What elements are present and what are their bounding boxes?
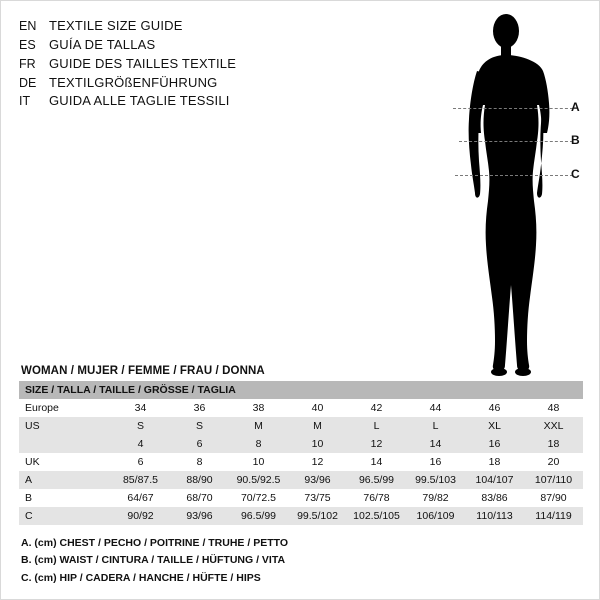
- cell: 99.5/102: [288, 507, 347, 525]
- language-code: DE: [19, 75, 37, 90]
- cell: 4: [111, 435, 170, 453]
- cell: 110/113: [465, 507, 524, 525]
- measure-label-a: A: [571, 100, 580, 114]
- legend-line-hip: C. (cm) HIP / CADERA / HANCHE / HÜFTE / HIPS: [21, 571, 261, 584]
- table-header-row: [19, 381, 583, 399]
- language-row: [19, 74, 349, 93]
- cell: 73/75: [288, 489, 347, 507]
- row-label: UK: [19, 453, 111, 471]
- cell: 96.5/99: [229, 507, 288, 525]
- row-label: C: [19, 507, 111, 525]
- table-row: [19, 507, 583, 525]
- cell: 70/72.5: [229, 489, 288, 507]
- cell: L: [406, 417, 465, 435]
- cell: 8: [170, 453, 229, 471]
- row-label: US: [19, 417, 111, 435]
- measure-line-chest: [453, 108, 573, 109]
- cell: XXL: [524, 417, 583, 435]
- language-title: GUÍA DE TALLAS: [49, 36, 156, 52]
- cell: 68/70: [170, 489, 229, 507]
- size-table: [19, 381, 583, 525]
- cell: 88/90: [170, 471, 229, 489]
- table-row: [19, 417, 583, 435]
- cell: 96.5/99: [347, 471, 406, 489]
- row-label: Europe: [19, 399, 111, 417]
- cell: 114/119: [524, 507, 583, 525]
- cell: 6: [170, 435, 229, 453]
- cell: 12: [288, 453, 347, 471]
- cell: 90.5/92.5: [229, 471, 288, 489]
- cell: 107/110: [524, 471, 583, 489]
- row-label: B: [19, 489, 111, 507]
- cell: 106/109: [406, 507, 465, 525]
- cell: 6: [111, 453, 170, 471]
- table-row: [19, 435, 583, 453]
- legend-line-chest: A. (cm) CHEST / PECHO / POITRINE / TRUHE / PETTO: [21, 537, 289, 549]
- cell: 10: [288, 435, 347, 453]
- cell: 34: [111, 399, 170, 417]
- cell: S: [111, 417, 170, 435]
- cell: 40: [288, 399, 347, 417]
- language-title: TEXTILE SIZE GUIDE: [49, 18, 183, 33]
- cell: 102.5/105: [347, 507, 406, 525]
- cell: 48: [524, 399, 583, 417]
- measure-label-c: C: [571, 167, 580, 181]
- language-code: IT: [19, 94, 31, 109]
- measure-line-waist: [459, 141, 573, 142]
- language-code: ES: [19, 37, 36, 52]
- measure-label-b: B: [571, 133, 580, 147]
- cell: 12: [347, 435, 406, 453]
- measure-line-hip: [455, 175, 573, 176]
- row-label: A: [19, 471, 111, 489]
- language-row: [19, 55, 349, 74]
- language-row: [19, 36, 349, 55]
- cell: S: [170, 417, 229, 435]
- language-title-list: [19, 17, 349, 111]
- cell: L: [347, 417, 406, 435]
- cell: 90/92: [111, 507, 170, 525]
- cell: 85/87.5: [111, 471, 170, 489]
- cell: 38: [229, 399, 288, 417]
- cell: 76/78: [347, 489, 406, 507]
- table-row: [19, 489, 583, 507]
- table-row: [19, 399, 583, 417]
- size-table-block: [19, 363, 583, 587]
- cell: 20: [524, 453, 583, 471]
- cell: 93/96: [288, 471, 347, 489]
- legend-block: [19, 535, 583, 587]
- language-row: [19, 17, 349, 36]
- row-label: [19, 435, 111, 453]
- table-group-title: WOMAN / MUJER / FEMME / FRAU / DONNA: [21, 365, 265, 377]
- cell: 16: [465, 435, 524, 453]
- cell: XL: [465, 417, 524, 435]
- language-row: [19, 92, 349, 111]
- language-title: GUIDA ALLE TAGLIE TESSILI: [49, 93, 230, 109]
- cell: 44: [406, 399, 465, 417]
- language-title: GUIDE DES TAILLES TEXTILE: [49, 55, 237, 71]
- cell: 93/96: [170, 507, 229, 525]
- cell: 18: [524, 435, 583, 453]
- table-header-label: SIZE / TALLA / TAILLE / GRÖSSE / TAGLIA: [19, 381, 583, 399]
- cell: 8: [229, 435, 288, 453]
- legend-line-waist: B. (cm) WAIST / CINTURA / TAILLE / HÜFTUNG / VITA: [21, 554, 286, 567]
- cell: 87/90: [524, 489, 583, 507]
- table-row: [19, 453, 583, 471]
- measurement-figure: [431, 9, 591, 379]
- language-code: EN: [19, 19, 37, 33]
- language-title: TEXTILGRÖßENFÜHRUNG: [49, 74, 218, 90]
- cell: 14: [347, 453, 406, 471]
- cell: 83/86: [465, 489, 524, 507]
- cell: 14: [406, 435, 465, 453]
- cell: 64/67: [111, 489, 170, 507]
- language-code: FR: [19, 56, 36, 71]
- cell: M: [229, 417, 288, 435]
- table-row: [19, 471, 583, 489]
- cell: 46: [465, 399, 524, 417]
- cell: 36: [170, 399, 229, 417]
- cell: 42: [347, 399, 406, 417]
- cell: 18: [465, 453, 524, 471]
- cell: 104/107: [465, 471, 524, 489]
- woman-silhouette-icon: [431, 9, 591, 379]
- cell: 79/82: [406, 489, 465, 507]
- cell: 16: [406, 453, 465, 471]
- cell: 10: [229, 453, 288, 471]
- cell: M: [288, 417, 347, 435]
- cell: 99.5/103: [406, 471, 465, 489]
